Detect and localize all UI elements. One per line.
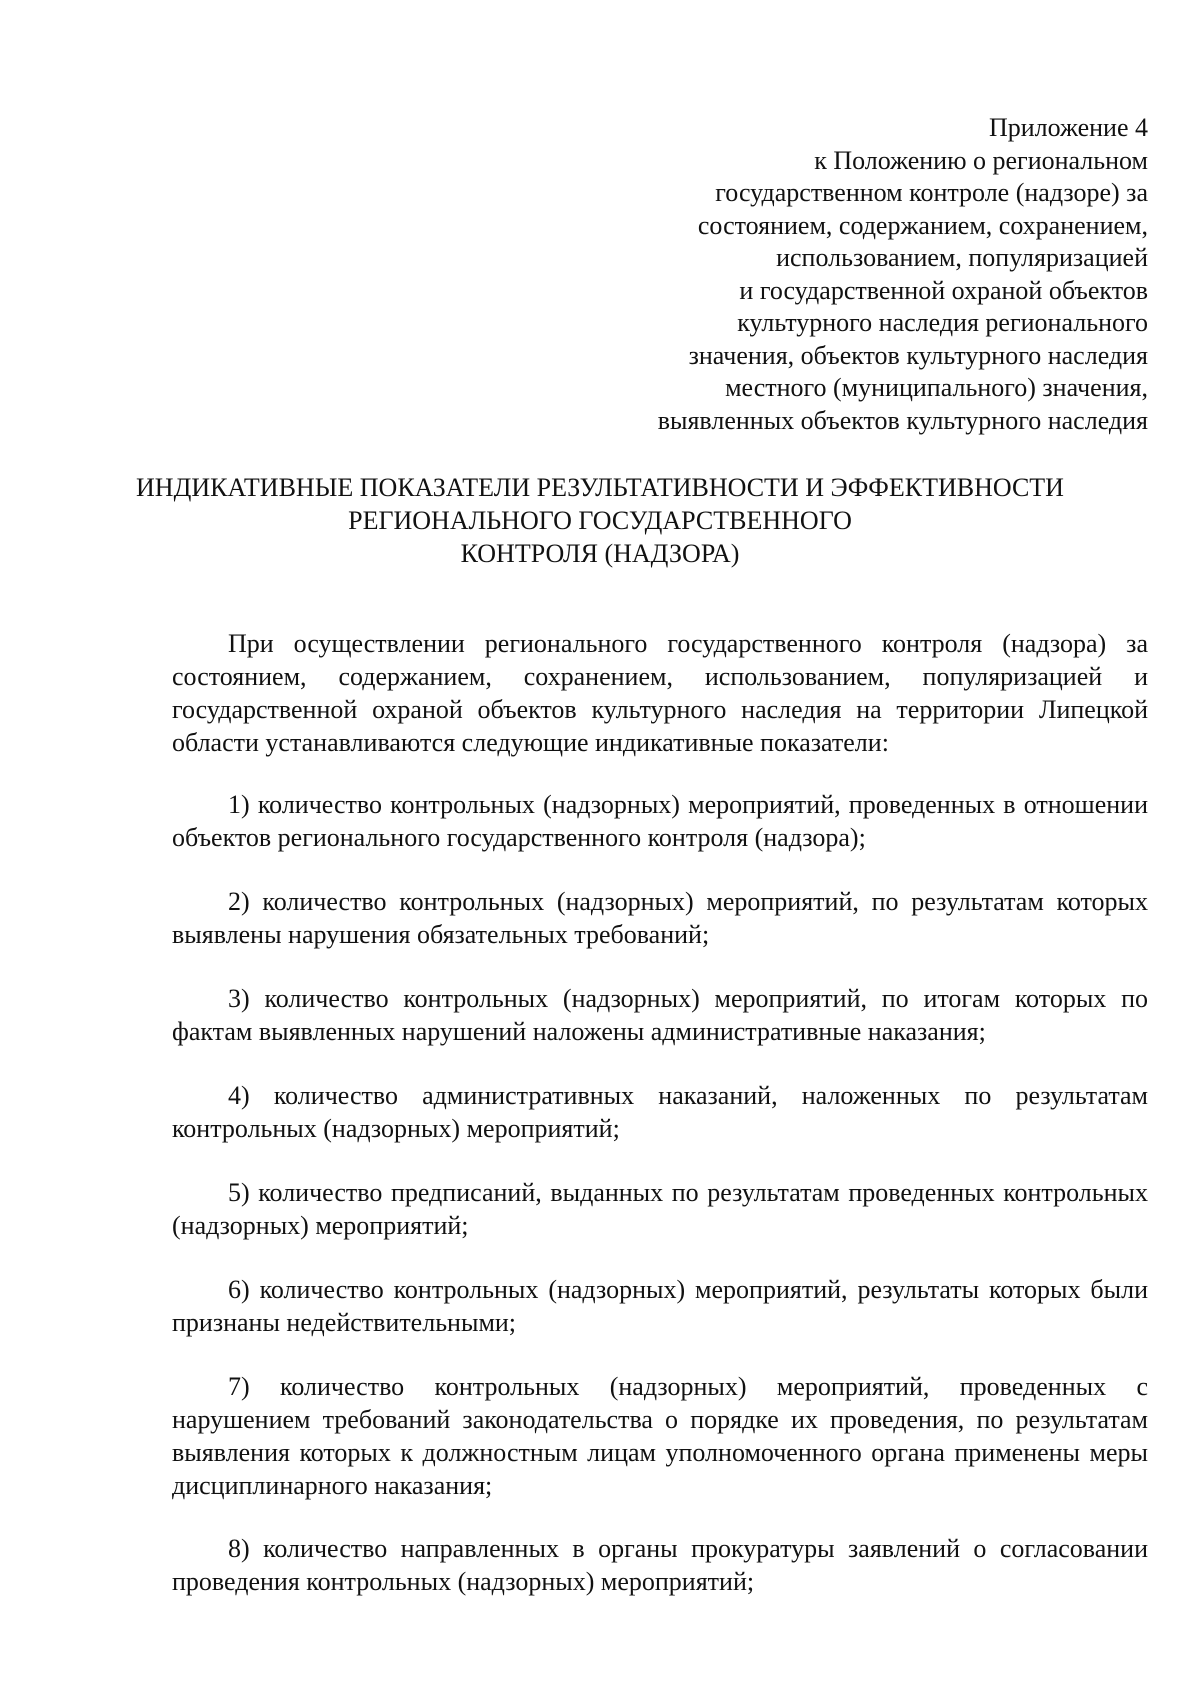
intro-paragraph: При осуществлении регионального государственного контроля (надзора) за состоянием, содержанием, сохранением, использованием, популяризацией и государственной охраной объектов культурного наследия на территории Липецкой области устанавливаются следующие индикативные показатели: [172,629,1148,757]
title-line: ИНДИКАТИВНЫЕ ПОКАЗАТЕЛИ РЕЗУЛЬТАТИВНОСТИ И ЭФФЕКТИВНОСТИ [136,473,1064,502]
indicator-item-7: 7) количество контрольных (надзорных) мероприятий, проведенных с нарушением требований законодательства о порядке их проведения, по результатам выявления которых к должностным лицам уполномоченного органа применены меры дисциплинарного наказания; [172,1372,1148,1500]
appendix-line: и государственной охраной объектов [739,275,1148,305]
indicator-item-1: 1) количество контрольных (надзорных) мероприятий, проведенных в отношении объектов регионального государственного контроля (надзора); [172,790,1148,852]
document-title [100,471,1100,570]
indicator-item-3: 3) количество контрольных (надзорных) мероприятий, по итогам которых по фактам выявленных нарушений наложены административные наказания; [172,984,1148,1046]
appendix-number: Приложение 4 [988,113,1148,142]
appendix-line: значения, объектов культурного наследия [688,340,1148,370]
appendix-line: выявленных объектов культурного наследия [657,405,1148,435]
appendix-reference [548,112,1148,437]
appendix-line: состоянием, содержанием, сохранением, [697,210,1148,240]
appendix-line: к Положению о региональном [814,145,1148,175]
indicator-item-5: 5) количество предписаний, выданных по результатам проведенных контрольных (надзорных) мероприятий; [172,1178,1148,1240]
indicator-item-8: 8) количество направленных в органы прокуратуры заявлений о согласовании проведения контрольных (надзорных) мероприятий; [172,1534,1148,1596]
appendix-line: использованием, популяризацией [776,243,1148,272]
title-line: КОНТРОЛЯ (НАДЗОРА) [460,539,740,568]
appendix-line: культурного наследия регионального [737,308,1148,337]
indicator-item-6: 6) количество контрольных (надзорных) мероприятий, результаты которых были признаны недействительными; [172,1275,1148,1337]
indicator-item-2: 2) количество контрольных (надзорных) мероприятий, по результатам которых выявлены нарушения обязательных требований; [172,887,1148,949]
title-line: РЕГИОНАЛЬНОГО ГОСУДАРСТВЕННОГО [348,506,852,535]
appendix-line: местного (муниципального) значения, [725,373,1148,402]
appendix-line: государственном контроле (надзоре) за [715,178,1148,207]
indicator-item-4: 4) количество административных наказаний, наложенных по результатам контрольных (надзорных) мероприятий; [172,1081,1148,1143]
